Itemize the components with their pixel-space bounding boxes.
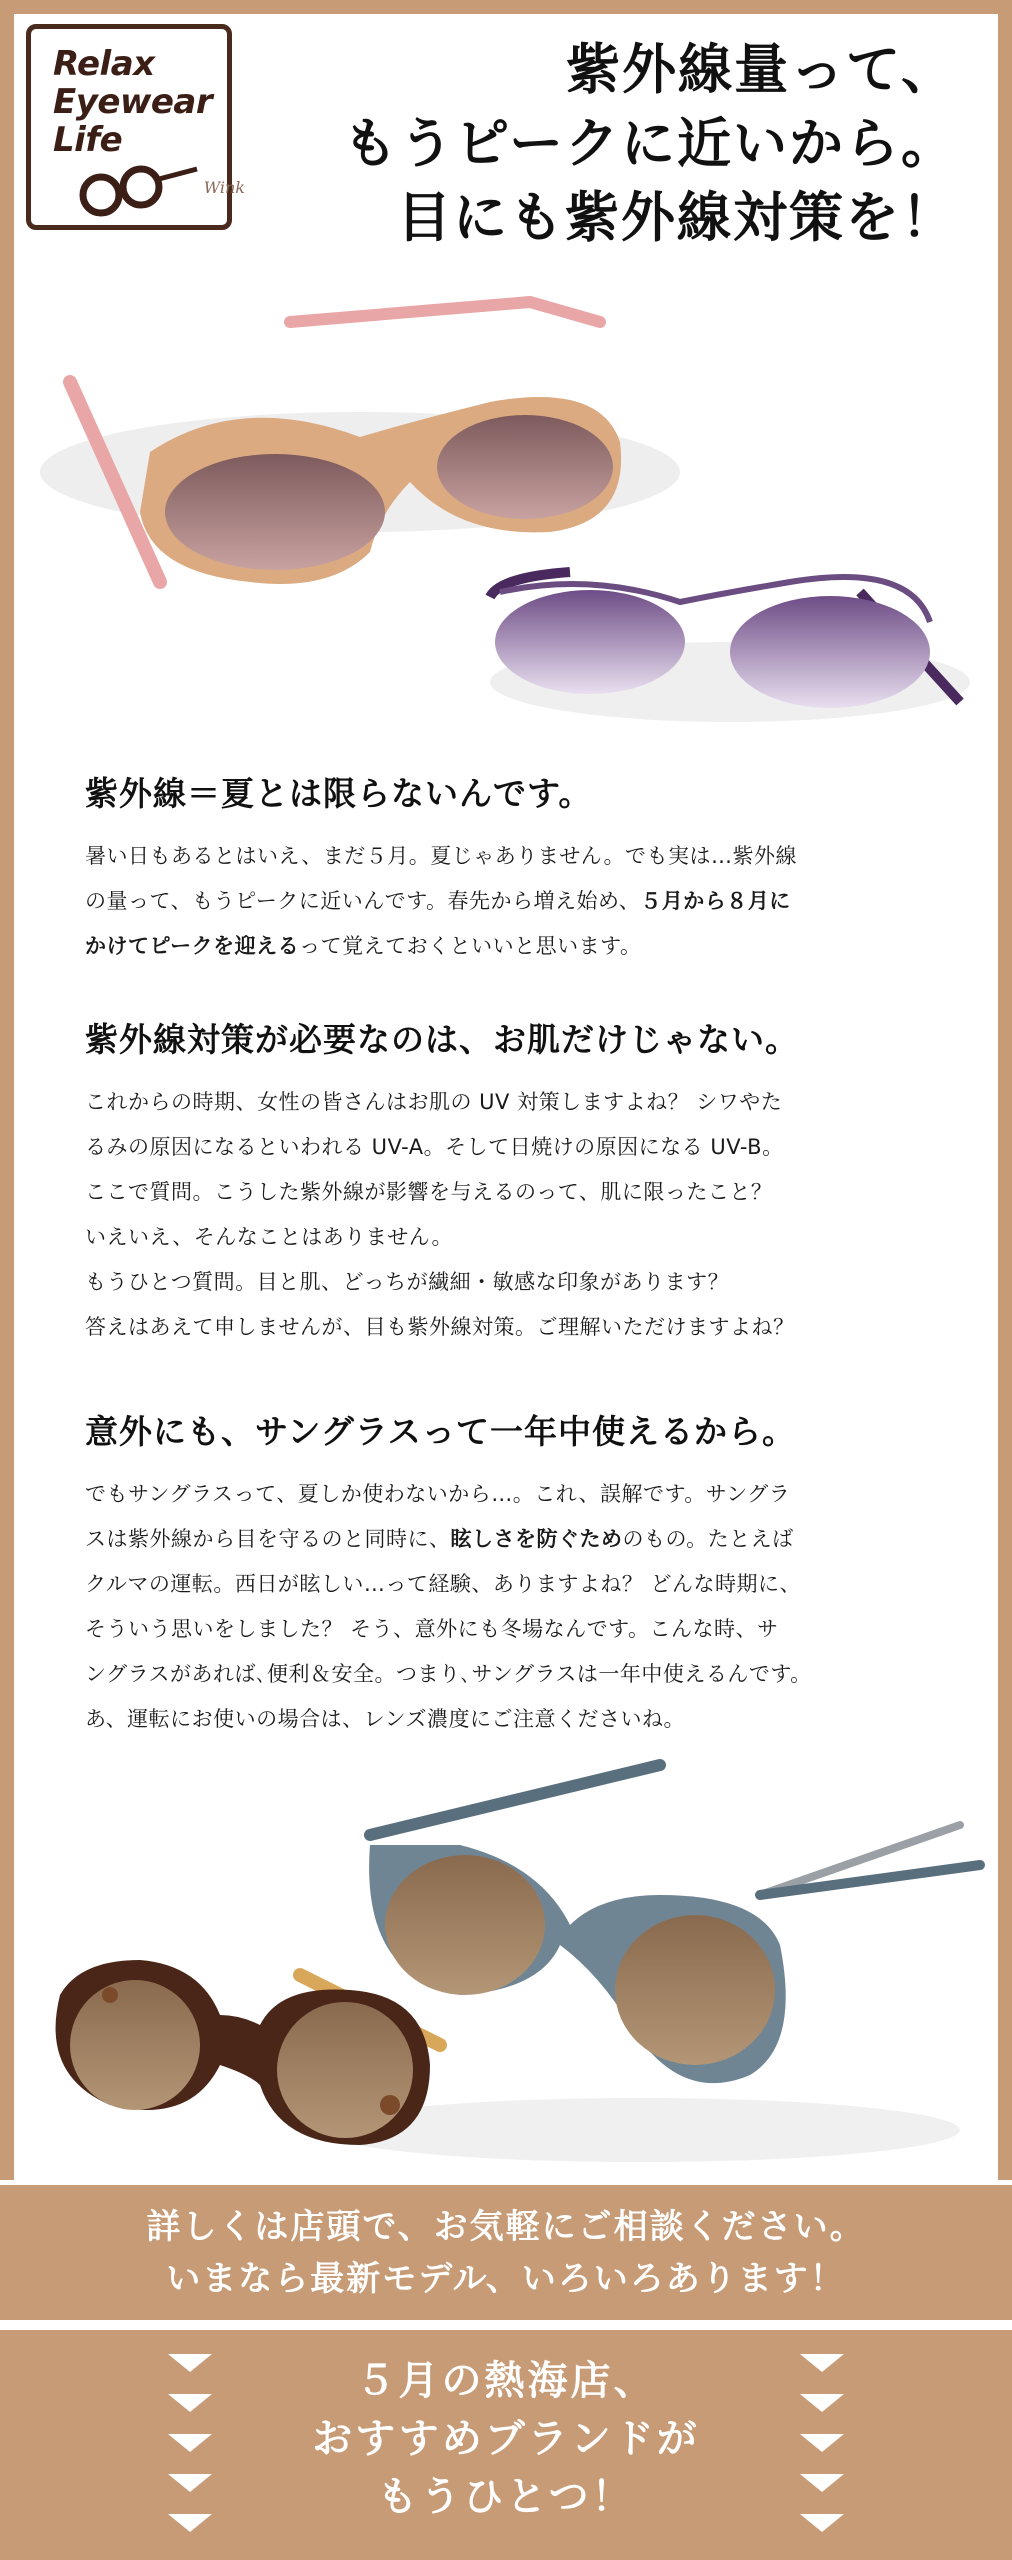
section-2-title: 紫外線対策が必要なのは、お肌だけじゃない。	[85, 1020, 799, 1059]
next-brand-banner[interactable]	[0, 2330, 1012, 2560]
section-all-year	[85, 1410, 945, 1742]
down-arrow-icon	[800, 2394, 844, 2412]
footer-line-3: もうひとつ！	[377, 2473, 635, 2520]
footer-line-1: ５月の熱海店、	[355, 2357, 657, 2404]
next-brand-text	[0, 2352, 1012, 2526]
down-arrows-right	[792, 2354, 852, 2544]
section-3-title: 意外にも、サングラスって一年中使えるから。	[85, 1412, 797, 1451]
section-1-body	[85, 834, 945, 969]
sunglasses-photo-top	[30, 262, 980, 742]
logo-tagline: Wink	[203, 178, 245, 197]
section-3-body-a: でもサングラスって、夏しか使わないから…。これ、誤解です。サングラ スは紫外線から目を守るのと同時に、	[85, 1482, 791, 1551]
frame-right	[998, 0, 1012, 2180]
sunglasses-photo-bottom	[40, 1745, 990, 2175]
section-3-body-bold: 眩しさを防ぐため	[450, 1527, 623, 1551]
cta-line-1: 詳しくは店頭で、お気軽にご相談ください。	[146, 2207, 866, 2247]
logo-line-relax: Relax	[53, 44, 155, 84]
headline	[257, 32, 957, 254]
down-arrow-icon	[800, 2434, 844, 2452]
frame-top	[0, 0, 1012, 14]
section-not-only-skin	[85, 1018, 945, 1350]
section-1-body-a: 暑い日もあるとはいえ、まだ５月。夏じゃありません。でも実は…紫外線 の量って、もうピークに近いんです。春先から増え始め、	[85, 844, 798, 913]
headline-line-1: 紫外線量って、	[566, 37, 957, 101]
section-3-body-b: のもの。たとえば クルマの運転。西日が眩しい…って経験、ありますよね？ どんな時期に、 そういう思いをしました？ そう、意外にも冬場なんです。こんな時、サ ングラスがあれば､便利＆安全。つまり､サングラスは一年中使えるんです。 あ、運転にお使いの場合は、レンズ濃度にご注意くださいね。	[85, 1527, 812, 1731]
headline-line-2: もうピークに近いから。	[343, 111, 957, 175]
logo-line-life: Life	[53, 120, 123, 160]
frame-left	[0, 0, 14, 2180]
footer-line-2: おすすめブランドが	[312, 2415, 700, 2462]
section-1-body-bold: ５月から８月に かけてピークを迎える	[85, 889, 791, 958]
section-3-body	[85, 1472, 945, 1742]
section-1-title: 紫外線＝夏とは限らないんです。	[85, 774, 593, 813]
section-1-body-b: って覚えておくといいと思います。	[299, 934, 642, 958]
section-uv-not-only-summer	[85, 772, 945, 969]
down-arrow-icon	[800, 2354, 844, 2372]
glasses-logo-icon	[71, 157, 201, 217]
brand-logo[interactable]	[26, 24, 245, 230]
logo-line-eyewear: Eyewear	[53, 82, 213, 122]
divider	[0, 2320, 1012, 2330]
store-cta-banner	[0, 2185, 1012, 2320]
down-arrow-icon	[800, 2514, 844, 2532]
down-arrow-icon	[800, 2474, 844, 2492]
headline-line-3: 目にも紫外線対策を！	[397, 185, 957, 249]
section-2-body: これからの時期、女性の皆さんはお肌の UV 対策しますよね？ シワやた るみの原因になるといわれる UV-A。そして日焼けの原因になる UV-B。 ここで質問。こうした紫外線が影響を与えるのって、肌に限ったこと？ いえいえ、そんなことはありません。 もうひとつ質問。目と肌、どっちが繊細・敏感な印象があります？ 答えはあえて申しませんが、目も紫外線対策。ご理解いただけますよね？	[85, 1090, 795, 1339]
cta-line-2: いまなら最新モデル、いろいろあります！	[166, 2259, 846, 2299]
